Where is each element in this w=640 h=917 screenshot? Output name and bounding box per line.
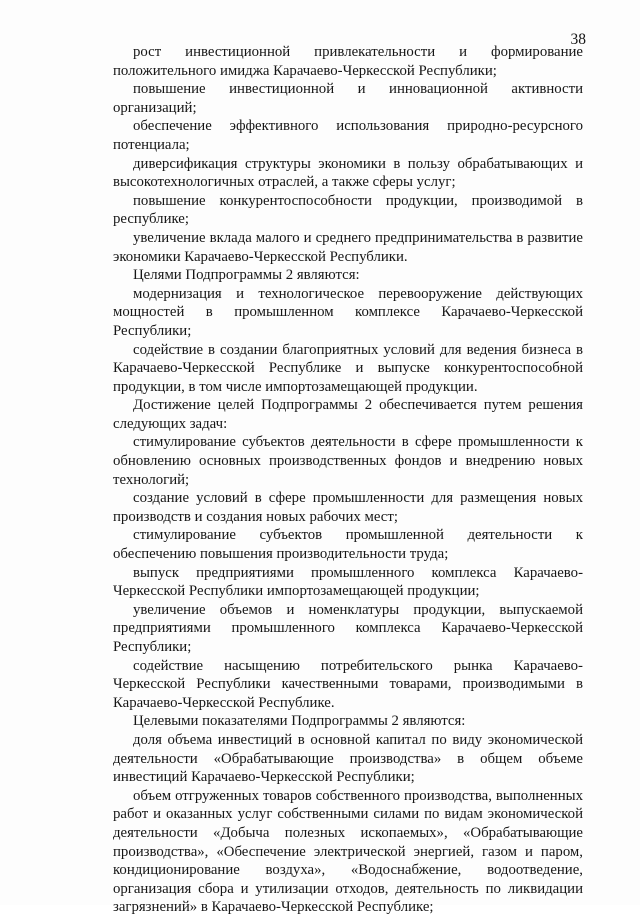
paragraph-14: выпуск предприятиями промышленного комплекса Карачаево-Черкесской Республики импортозамещающей продукции; bbox=[113, 564, 583, 600]
paragraph-indicators-heading: Целевыми показателями Подпрограммы 2 являются: bbox=[133, 713, 466, 730]
paragraph-goals-heading: Целями Подпрограммы 2 являются: bbox=[133, 267, 360, 284]
document-body bbox=[113, 43, 583, 917]
paragraph-tasks-heading: Достижение целей Подпрограммы 2 обеспечивается путем решения следующих задач: bbox=[113, 397, 583, 432]
paragraph-8: модернизация и технологическое перевооружение действующих мощностей в промышленном комплексе Карачаево-Черкесской Республики; bbox=[113, 285, 583, 339]
page-number: 38 bbox=[570, 31, 586, 48]
paragraph-12: создание условий в сфере промышленности для размещения новых производств и создания новых рабочих мест; bbox=[113, 490, 583, 525]
paragraph-5: повышение конкурентоспособности продукции, производимой в республике; bbox=[113, 192, 583, 228]
paragraph-2: повышение инвестиционной и инновационной активности организаций; bbox=[113, 81, 583, 116]
paragraph-1: рост инвестиционной привлекательности и формирование положительного имиджа Карачаево-Черкесской Республики; bbox=[113, 44, 583, 79]
paragraph-6: увеличение вклада малого и среднего предпринимательства в развитие экономики Карачаево-Черкесской Республики. bbox=[113, 229, 583, 265]
paragraph-19: объем отгруженных товаров собственного производства, выполненных работ и оказанных услуг собственными силами по видам экономической деятельности «Добыча полезных ископаемых», «Обрабатывающие производства», «Обеспечение электрической энергией, газом и паром, кондиционирование воздуха», «Водоснабжение, водоотведение, организация сбора и утилизации отходов, деятельность по ликвидации загрязнений» в Карачаево-Черкесской Республике; bbox=[113, 787, 583, 916]
paragraph-18: доля объема инвестиций в основной капитал по виду экономической деятельности «Обрабатывающие производства» в общем объеме инвестиций Карачаево-Черкесской Республики; bbox=[113, 731, 583, 786]
paragraph-4: диверсификация структуры экономики в пользу обрабатывающих и высокотехнологичных отраслей, а также сферы услуг; bbox=[113, 155, 583, 191]
paragraph-11: стимулирование субъектов деятельности в сфере промышленности к обновлению основных производственных фондов и внедрению новых технологий; bbox=[113, 434, 583, 488]
paragraph-9: содействие в создании благоприятных условий для ведения бизнеса в Карачаево-Черкесской Республике и выпуске конкурентоспособной продукции, в том числе импортозамещающей продукции. bbox=[113, 341, 583, 395]
paragraph-16: содействие насыщению потребительского рынка Карачаево-Черкесской Республики качественными товарами, производимыми в Карачаево-Черкесской Республике. bbox=[113, 657, 583, 711]
paragraph-15: увеличение объемов и номенклатуры продукции, выпускаемой предприятиями промышленного комплекса Карачаево-Черкесской Республики; bbox=[113, 601, 583, 655]
paragraph-13: стимулирование субъектов промышленной деятельности к обеспечению повышения производительности труда; bbox=[113, 527, 583, 563]
paragraph-3: обеспечение эффективного использования природно-ресурсного потенциала; bbox=[113, 118, 583, 153]
